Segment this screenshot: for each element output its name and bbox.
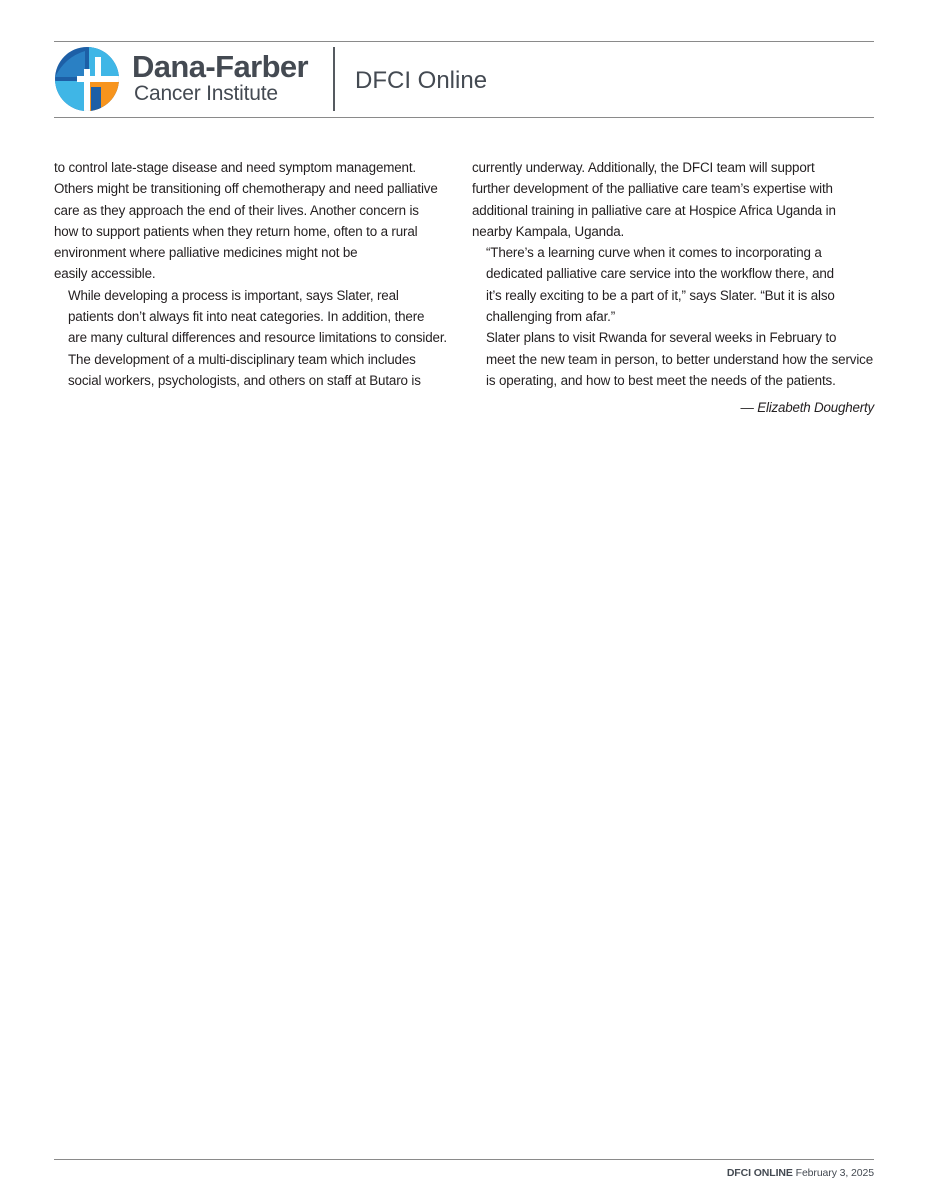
article-byline: — Elizabeth Dougherty — [740, 400, 874, 415]
article-paragraph — [54, 157, 454, 285]
text-line: patients don’t always fit into neat categories. In addition, there — [68, 309, 425, 325]
text-line: easily accessible. — [54, 266, 156, 282]
text-line: care as they approach the end of their lives. Another concern is — [54, 202, 419, 218]
text-line: additional training in palliative care at Hospice Africa Uganda in — [472, 202, 836, 218]
dana-farber-logo-icon — [55, 47, 119, 111]
header-bottom-rule — [54, 117, 874, 118]
article-left-column — [54, 157, 454, 391]
text-line: dedicated palliative care service into the workflow there, and — [486, 266, 834, 282]
article-paragraph — [54, 349, 454, 392]
text-line: further development of the palliative care team’s expertise with — [472, 181, 833, 197]
text-line: meet the new team in person, to better understand how the service — [486, 351, 873, 367]
article-paragraph — [472, 157, 872, 242]
text-line: challenging from afar.” — [486, 309, 616, 325]
article-paragraph — [54, 285, 454, 349]
article-paragraph — [472, 327, 872, 391]
text-line: how to support patients when they return home, often to a rural — [54, 223, 418, 239]
text-line: “There’s a learning curve when it comes to incorporating a — [486, 245, 822, 261]
header-top-rule — [54, 41, 874, 42]
text-line: currently underway. Additionally, the DFCI team will support — [472, 160, 815, 175]
text-line: social workers, psychologists, and others on staff at Butaro is — [68, 372, 421, 388]
publication-title: DFCI Online — [355, 67, 488, 94]
text-line: Slater plans to visit Rwanda for several weeks in February to — [486, 330, 837, 346]
brand-subtitle: Cancer Institute — [134, 82, 278, 105]
footer-date: February 3, 2025 — [795, 1167, 874, 1179]
text-line: nearby Kampala, Uganda. — [472, 223, 625, 239]
article-right-column — [472, 157, 872, 391]
text-line: are many cultural differences and resource limitations to consider. — [68, 330, 447, 346]
header-divider — [333, 47, 335, 111]
text-line: The development of a multi-disciplinary team which includes — [68, 351, 416, 367]
text-line: environment where palliative medicines might not be — [54, 245, 358, 261]
footer-rule — [54, 1159, 874, 1160]
text-line: Others might be transitioning off chemotherapy and need palliative — [54, 181, 438, 197]
text-line: is operating, and how to best meet the needs of the patients. — [486, 372, 836, 388]
article-paragraph — [472, 242, 872, 327]
footer-publication: DFCI ONLINE — [726, 1167, 793, 1179]
footer — [727, 1166, 874, 1180]
text-line: While developing a process is important, says Slater, real — [68, 287, 399, 303]
text-line: it’s really exciting to be a part of it,” says Slater. “But it is also — [486, 287, 835, 303]
brand-name: Dana-Farber — [132, 49, 309, 84]
text-line: to control late-stage disease and need symptom management. — [54, 160, 416, 175]
